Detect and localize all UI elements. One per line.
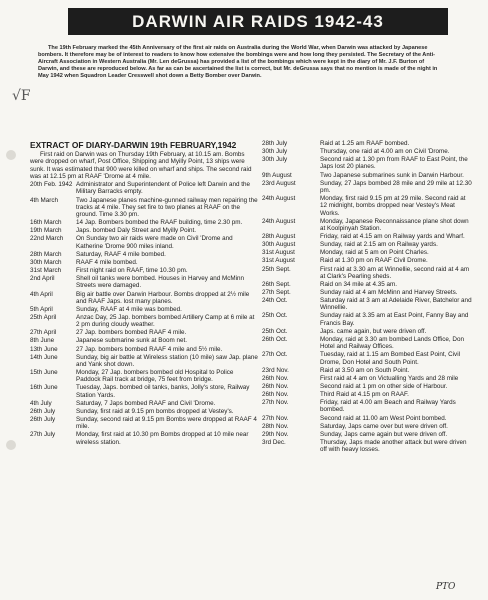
entry-text: Sunday, big air battle at Wireless station (10 mile) saw Jap. plane and Yank shot down.: [76, 353, 258, 368]
entry-text: Raid at 1.25 am RAAF bombed.: [320, 140, 410, 147]
diary-entry: [30, 227, 258, 234]
entry-date: 8th June: [30, 337, 55, 345]
entry-date: 25th Sept.: [262, 265, 291, 273]
entry-text: Sunday, second raid at 9.15 pm Bombs were dropped at RAAF 4 mile.: [76, 416, 257, 431]
diary-entry: [262, 336, 474, 351]
diary-entry: [30, 251, 258, 258]
entry-date: 26th Nov.: [262, 374, 289, 382]
diary-entry: [262, 156, 474, 171]
diary-entry: [30, 416, 258, 431]
entry-date: 24th August: [262, 217, 296, 225]
entry-text: Sunday, RAAF at 4 mile was bombed.: [76, 305, 182, 313]
entry-text: Sunday, raid at 2.15 am on Railway yards.: [320, 241, 438, 249]
entry-date: 30th August: [262, 241, 296, 249]
entry-date: 16th June: [30, 384, 58, 392]
entry-text: First raid at 4 am on Victualling Yards and 28 mile: [320, 374, 459, 382]
diary-entry: [30, 408, 258, 415]
entry-date: 24th Oct.: [262, 297, 288, 305]
diary-right-column: [262, 140, 474, 454]
entry-text: Monday, first raid at 10.30 pm Bombs dropped at 10 mile near wireless station.: [76, 431, 249, 446]
entry-text: Big air battle over Darwin Harbour. Bombs dropped at 2½ mile and RAAF Japs. lost many planes.: [76, 290, 250, 305]
entry-date: 31st August: [262, 257, 295, 265]
entry-date: 19th March: [30, 227, 62, 235]
entry-date: 28th August: [262, 233, 296, 241]
diary-entry: [262, 266, 474, 281]
page-title-text: DARWIN AIR RAIDS 1942-43: [132, 11, 384, 31]
entry-text: Raid at 3.50 am on South Point.: [320, 366, 410, 374]
entry-date: 26th July: [30, 416, 56, 424]
diary-entry: [30, 314, 258, 329]
entry-text: Administrator and Superintendent of Police left Darwin and the Military Barracks empty.: [76, 181, 250, 196]
entry-text: Sunday, 27 Japs bombed 28 mile and 29 mile at 12.30 pm.: [320, 179, 472, 194]
entry-text: RAAF 4 mile bombed.: [76, 258, 138, 266]
entry-date: 23rd August: [262, 179, 296, 187]
entry-date: 26th Nov.: [262, 391, 289, 399]
entry-text: Japs. bombed Daly Street and Myilly Point.: [76, 227, 197, 235]
diary-entry: [262, 180, 474, 195]
diary-entry: [262, 399, 474, 414]
entry-text: Friday, raid at 4.00 am Beach and Railway Yards bombed.: [320, 399, 456, 414]
diary-entry: [262, 431, 474, 438]
diary-entry: [30, 235, 258, 250]
entry-text: On Sunday two air raids were made on Civil 'Drome and Katherine 'Drome 900 miles inland.: [76, 235, 233, 250]
margin-handwritten-mark: √F: [12, 88, 31, 104]
diary-entry: [30, 306, 258, 313]
entry-date: 13th June: [30, 345, 58, 353]
entry-date: 27th April: [30, 329, 57, 337]
diary-opening-entry: [30, 151, 258, 180]
diary-entry: [30, 329, 258, 336]
entry-date: 26th Oct.: [262, 335, 288, 343]
diary-entry: [30, 337, 258, 344]
entry-text: Sunday, first raid at 9.15 pm bombs dropped at Vestey's.: [76, 407, 234, 415]
entry-text: Monday, raid at 3.30 am bombed Lands Office, Don Hotel and Railway Offices.: [320, 335, 464, 351]
diary-entry: [262, 148, 474, 155]
entry-text: 14 Jap. Bombers bombed the RAAF building, time 2.30 pm.: [76, 219, 243, 227]
entry-text: Two Japanese submarines sunk in Darwin Harbour.: [320, 171, 464, 179]
entry-text: Two Japanese planes machine-gunned railway men repairing the tracks at 4 mile. They set fire to two planes at RAAF on the ground. Time 3.30 pm.: [76, 196, 258, 219]
entry-text: Raid on 34 mile at 4.35 am.: [320, 280, 398, 288]
entry-date: 30th July: [262, 156, 288, 164]
entry-text: First raid at 3.30 am at Winnellie, second raid at 4 am at Clark's Pearling sheds.: [320, 265, 470, 280]
entry-date: 24th August: [262, 195, 296, 203]
entry-date: 15th June: [30, 369, 58, 377]
entry-date: 31st March: [30, 267, 62, 275]
diary-opening-text: First raid on Darwin was on Thursday 19th February, at 10.15 am. Bombs were dropped on wharf, Post Office, Shipping and Myilly Point, 13 ships were sunk. It was estimated that 900 were killed on wharf and ships. The second raid was at 12.15 pm at RAAF 'Drome at 4 mile.: [30, 151, 252, 180]
entry-date: 22nd March: [30, 235, 64, 243]
entry-text: Monday, 27 Jap. bombers bombed old Hospital to Police Paddock Rail track at bridge, 75 feet from bridge.: [76, 369, 234, 384]
diary-entry: [262, 375, 474, 382]
diary-entry: [30, 259, 258, 266]
entry-date: 26th Sept.: [262, 280, 291, 288]
diary-entry: [262, 423, 474, 430]
entry-date: 28th March: [30, 250, 62, 258]
entry-text: Sunday raid at 4 am McMinn and Harvey Streets.: [320, 289, 458, 296]
pto-mark: PTO: [436, 582, 456, 592]
entry-date: 4th July: [30, 399, 52, 407]
diary-entry: [262, 328, 474, 335]
entry-date: 30th March: [30, 258, 62, 266]
entry-date: 23rd Nov.: [262, 366, 289, 374]
entry-text: Second raid at 11.00 am West Point bombed.: [320, 414, 447, 422]
entry-date: 27th Nov.: [262, 414, 289, 422]
diary-title: EXTRACT OF DIARY-DARWIN 19th FEBRUARY,1942: [30, 140, 237, 150]
diary-entry: [262, 415, 474, 422]
entry-text: Thursday, Japs made another attack but were driven off with heavy losses.: [320, 438, 467, 454]
entry-date: 27th July: [30, 431, 56, 439]
entry-date: 27th Nov.: [262, 399, 289, 407]
entry-date: 5th April: [30, 305, 53, 313]
entry-text: Raid at 1.30 pm on RAAF Civil Drome.: [320, 257, 428, 265]
diary-right-list: [262, 140, 474, 453]
diary-entry: [262, 297, 474, 312]
entry-date: 16th March: [30, 219, 62, 227]
entry-text: Monday, Japanese Reconnaissance plane shot down at Koolpinyah Station.: [320, 217, 469, 233]
entry-text: Tuesday, raid at 1.15 am Bombed East Point, Civil Drome, Don Hotel and South Point.: [320, 351, 460, 366]
intro-paragraph: [38, 45, 442, 80]
entry-text: Japanese submarine sunk at Boom net.: [76, 337, 187, 345]
entry-text: Saturday raid at 3 am at Adelaide River, Batchelor and Winnellie.: [320, 297, 472, 312]
diary-entry: [262, 241, 474, 248]
entry-date: 20th Feb. 1942: [30, 181, 73, 189]
entry-date: 27th Sept.: [262, 289, 291, 296]
diary-entry: [262, 249, 474, 256]
entry-date: 25th April: [30, 314, 57, 321]
diary-entry: [30, 384, 258, 399]
entry-text: Anzac Day, 25 Jap. bombers bombed Artillery Camp at 6 mile at 2 pm during cloudy weather.: [76, 314, 255, 329]
entry-text: 27 Jap. bombers bombed RAAF 4 mile.: [76, 329, 187, 337]
diary-entry: [30, 219, 258, 226]
entry-date: 25th Oct.: [262, 312, 288, 320]
entry-text: Saturday, RAAF 4 mile bombed.: [76, 250, 166, 258]
diary-entry: [30, 369, 258, 384]
entry-text: Monday, first raid 9.15 pm at 29 mile. Second raid at 12 midnight, bombs dropped near Vestey's Meat Works.: [320, 195, 466, 217]
entry-text: Saturday, 7 Japs bombed RAAF and Civil 'Drome.: [76, 399, 216, 407]
entry-date: 4th April: [30, 290, 53, 298]
diary-entry: [30, 346, 258, 353]
entry-date: 28th July: [262, 140, 288, 147]
entry-date: 4th March: [30, 196, 58, 204]
diary-entry: [262, 312, 474, 327]
diary-entry: [262, 233, 474, 240]
entry-text: First night raid on RAAF, time 10.30 pm.: [76, 267, 188, 275]
diary-entry: [262, 351, 474, 366]
diary-entry: [262, 195, 474, 217]
entry-text: 27 Jap. bombers bombed RAAF 4 mile and 5½ mile.: [76, 345, 223, 353]
entry-date: 9th August: [262, 171, 292, 179]
page-title: [68, 8, 448, 35]
entry-text: Saturday, Japs came over but were driven off.: [320, 422, 448, 430]
diary-left-list: [30, 181, 258, 446]
diary-entry: [30, 431, 258, 446]
diary-entry: [262, 172, 474, 179]
entry-date: 14th June: [30, 353, 58, 361]
entry-date: 29th Nov.: [262, 430, 289, 438]
diary-entry: [30, 181, 258, 196]
entry-date: 28th Nov.: [262, 422, 289, 430]
entry-date: 26th Nov.: [262, 382, 289, 390]
diary-entry: [30, 275, 258, 290]
entry-date: 31st August: [262, 249, 295, 257]
entry-text: Sunday raid at 3.35 am at East Point, Fanny Bay and Francis Bay.: [320, 312, 469, 327]
entry-text: Tuesday, Japs. bombed oil tanks, banks, Jolly's store, Railway Station Yards.: [76, 384, 250, 399]
diary-entry: [262, 218, 474, 233]
diary-left-column: [30, 140, 258, 447]
entry-text: Third Raid at 4.15 pm on RAAF.: [320, 391, 409, 399]
diary-entry: [30, 267, 258, 274]
diary-entry: [262, 439, 474, 454]
diary-entry: [30, 291, 258, 306]
entry-date: 3rd Dec.: [262, 438, 286, 446]
entry-text: Second raid at 1.30 pm from RAAF to East Point, the Japs lost 20 planes.: [320, 156, 468, 171]
entry-text: Friday, raid at 4.15 am on Railway yards and Wharf.: [320, 233, 465, 241]
diary-entry: [30, 197, 258, 219]
diary-entry: [262, 391, 474, 398]
entry-date: 2nd April: [30, 275, 55, 283]
entry-date: 27th Oct.: [262, 351, 288, 359]
punch-hole: [6, 440, 16, 450]
diary-entry: [262, 289, 474, 296]
entry-text: Monday, raid at 5 am on Point Charles.: [320, 249, 429, 257]
entry-text: Thursday, one raid at 4.00 am on Civil 'Drome.: [320, 148, 450, 156]
diary-entry: [30, 400, 258, 407]
intro-text: The 19th February marked the 45th Anniversary of the first air raids on Australia during the World War, when Darwin was attacked by Japanese bombers. It therefore may be of interest to readers to know how extensive the bombings were and how long they persisted. The Secretary of the Anti-Aircraft Association in Western Australia (Mr. Len deGrussa) has provided a list of the bombings which were kept in the diary of Mr. J.F. Burton of Darwin, and these are reproduced below. As far as can be ascertained the list is correct, but Mr. deGrussa says that no mention is made of the night in May 1942 when Squadron Leader Cresswell shot down a Betty Bomber over Darwin.: [38, 45, 438, 80]
diary-entry: [262, 140, 474, 147]
diary-entry: [262, 383, 474, 390]
diary-entry: [262, 367, 474, 374]
entry-date: 25th Oct.: [262, 327, 288, 335]
diary-entry: [262, 281, 474, 288]
punch-hole: [6, 150, 16, 160]
entry-text: Shell oil tanks were bombed. Houses in Harvey and McMinn Streets were damaged.: [76, 275, 244, 290]
entry-text: Sunday, Japs came again but were driven off.: [320, 430, 448, 438]
entry-text: Second raid at 1 pm on other side of Harbour.: [320, 382, 448, 390]
entry-date: 30th July: [262, 148, 288, 156]
entry-date: 26th July: [30, 407, 56, 415]
diary-entry: [30, 354, 258, 369]
diary-entry: [262, 257, 474, 264]
entry-text: Japs. came again, but were driven off.: [320, 327, 427, 335]
